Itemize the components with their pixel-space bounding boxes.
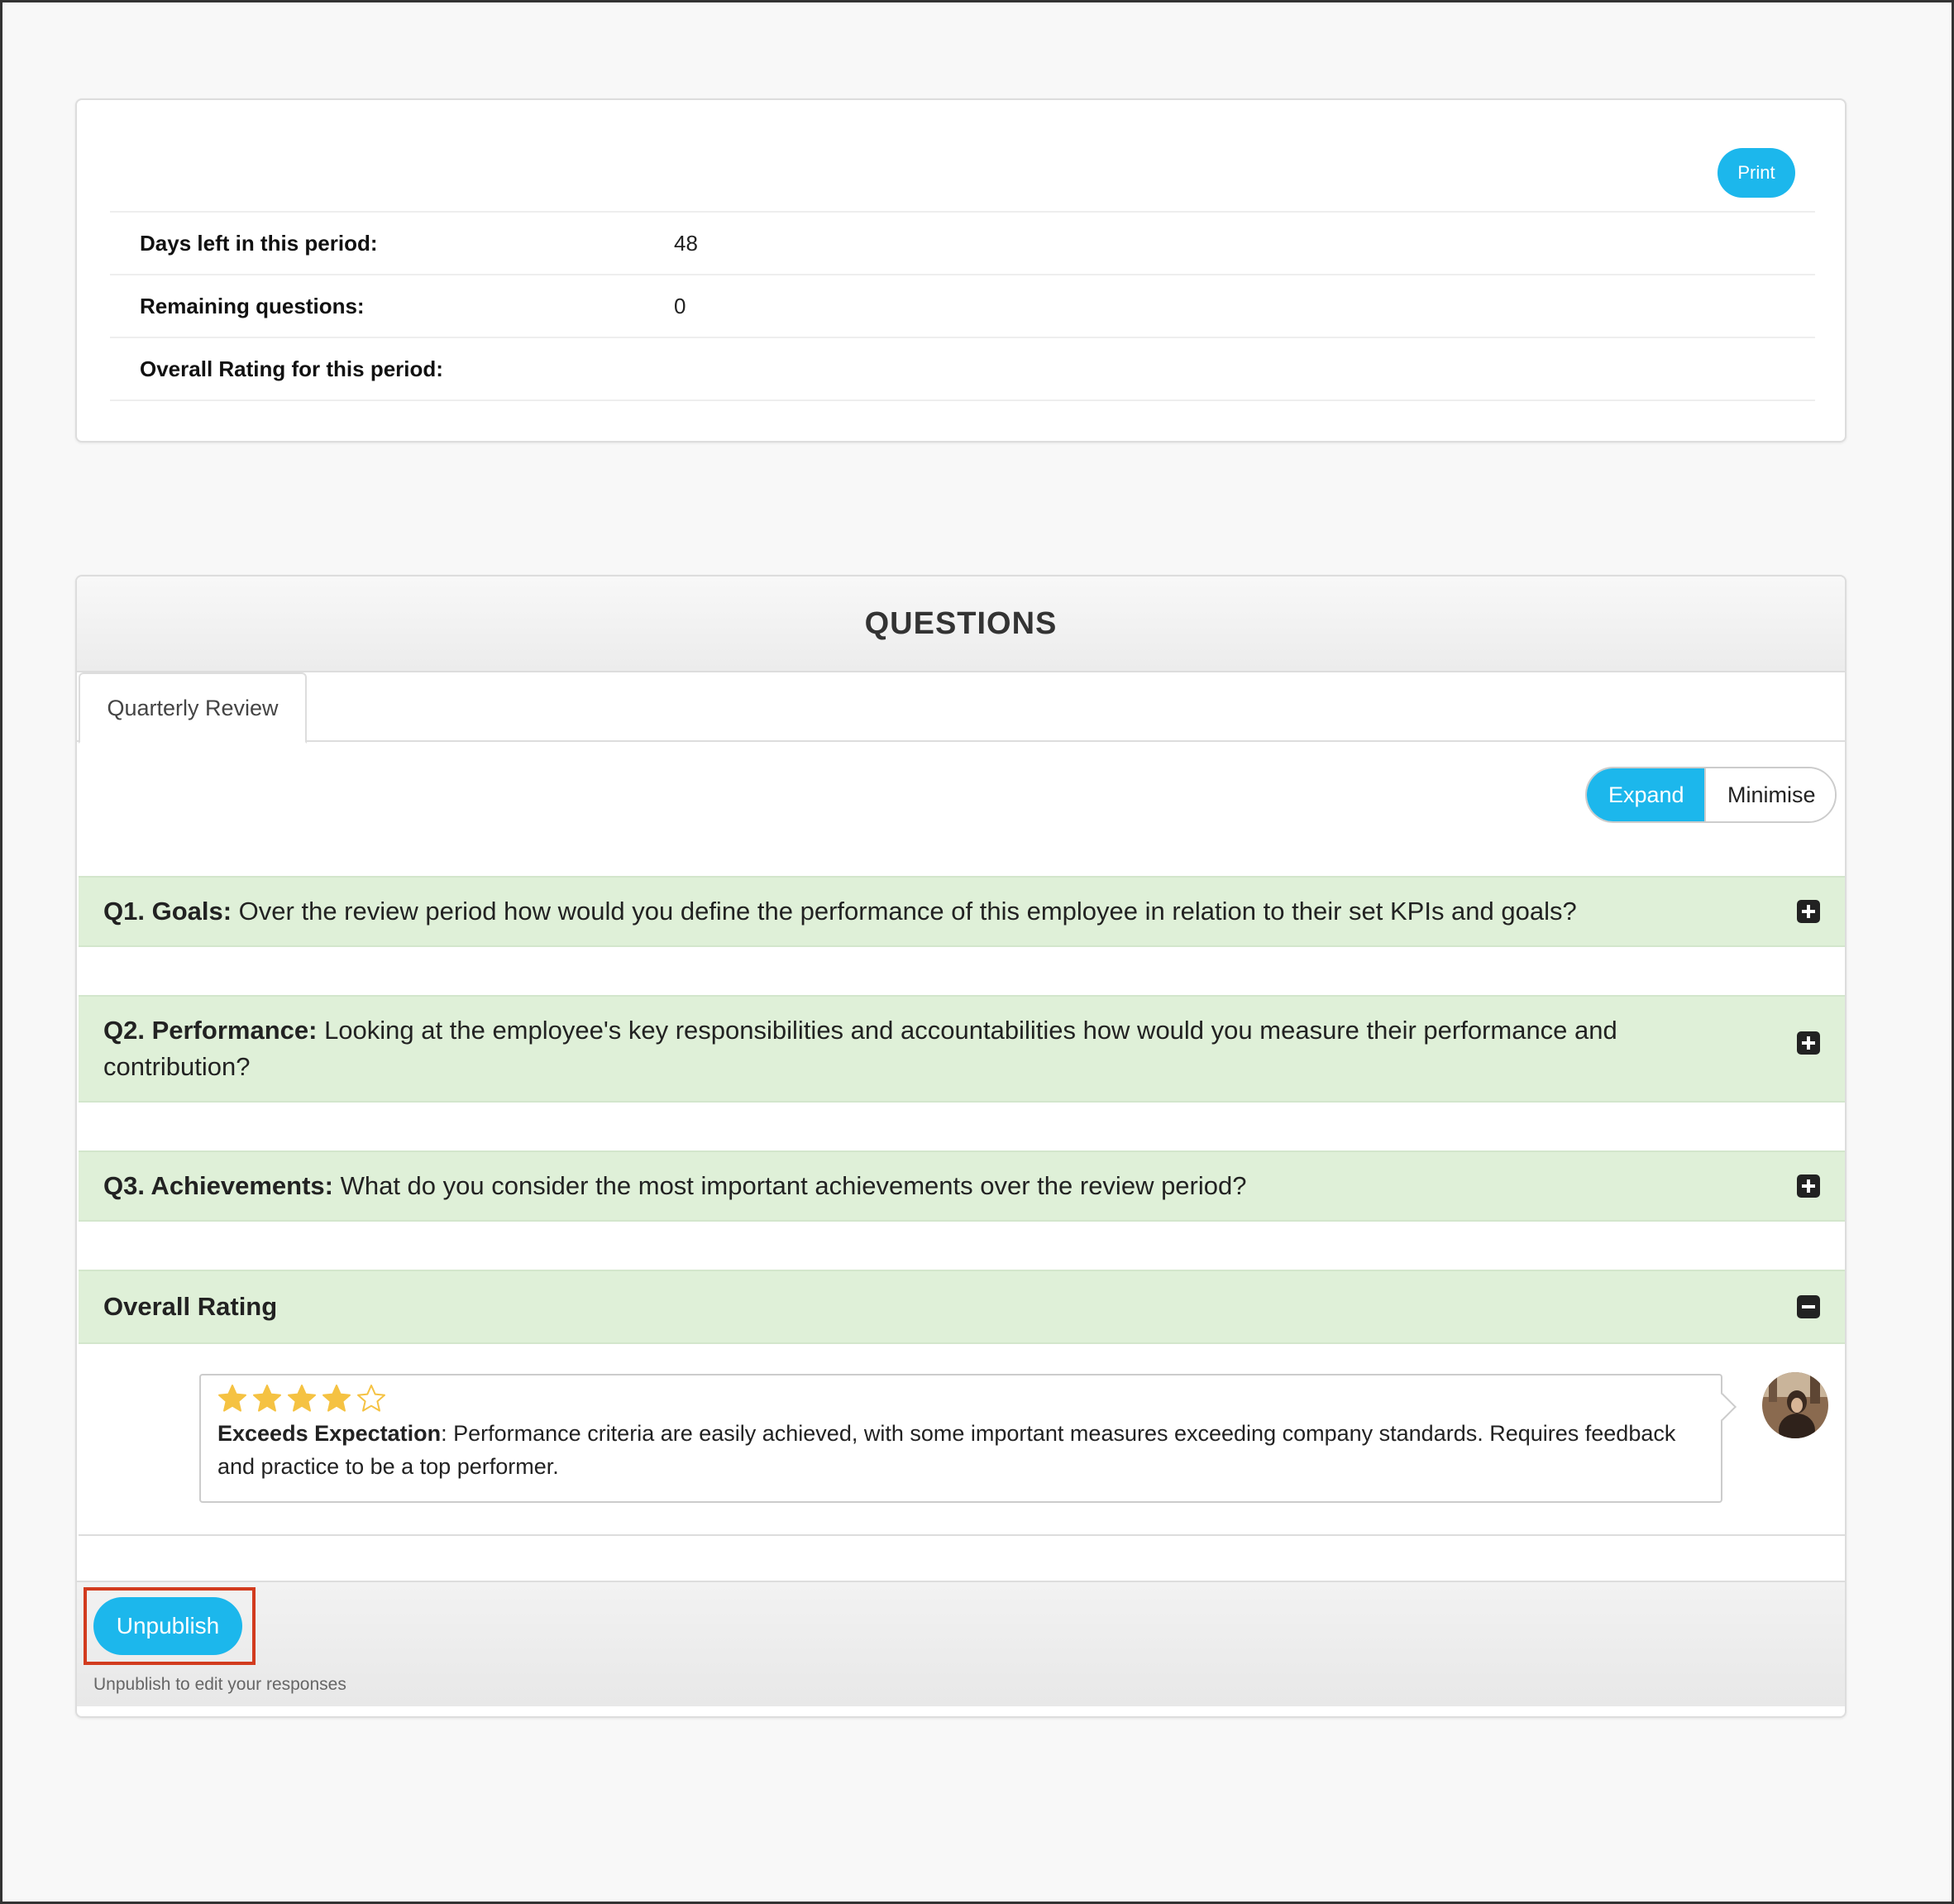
question-text xyxy=(103,1012,1762,1085)
unpublish-button[interactable]: Unpublish xyxy=(93,1597,242,1655)
questions-panel xyxy=(75,575,1847,1718)
plus-square-icon[interactable] xyxy=(1797,1031,1820,1055)
summary-table xyxy=(110,211,1815,401)
question-row-overall-rating[interactable] xyxy=(79,1270,1845,1344)
question-body: What do you consider the most important achievements over the review period? xyxy=(340,1171,1247,1200)
summary-value: 48 xyxy=(674,230,698,256)
plus-square-icon[interactable] xyxy=(1797,900,1820,923)
rating-label: Exceeds Expectation xyxy=(217,1421,442,1446)
star-filled-icon xyxy=(252,1384,282,1414)
tab-bar xyxy=(77,672,1845,742)
question-label: Overall Rating xyxy=(103,1292,278,1321)
expand-button[interactable]: Expand xyxy=(1587,768,1704,821)
questions-header xyxy=(77,576,1845,672)
print-button[interactable]: Print xyxy=(1718,148,1795,198)
question-text xyxy=(103,1168,1246,1204)
avatar-image xyxy=(1762,1372,1828,1438)
questions-title: QUESTIONS xyxy=(864,605,1058,641)
minus-square-icon[interactable] xyxy=(1797,1295,1820,1318)
star-filled-icon xyxy=(322,1384,351,1414)
overall-rating-body xyxy=(79,1344,1845,1536)
summary-label: Overall Rating for this period: xyxy=(140,356,443,381)
avatar xyxy=(1762,1372,1828,1438)
question-body: Looking at the employee's key responsibilities and accountabilities how would you measure their performance and contribution? xyxy=(103,1016,1617,1081)
summary-row-overall-rating xyxy=(110,338,1815,401)
minimise-button[interactable]: Minimise xyxy=(1704,768,1835,821)
summary-row-remaining-questions xyxy=(110,275,1815,338)
star-empty-icon xyxy=(356,1384,386,1414)
rating-text: : Performance criteria are easily achieved, with some important measures exceeding company standards. Requires feedback and practice to be a top performer. xyxy=(217,1421,1676,1479)
tab-quarterly-review[interactable]: Quarterly Review xyxy=(79,672,307,744)
summary-row-days-left xyxy=(110,213,1815,275)
question-label: Q2. Performance: xyxy=(103,1016,318,1045)
question-label: Q3. Achievements: xyxy=(103,1171,333,1200)
question-row-q3[interactable] xyxy=(79,1151,1845,1222)
question-row-q2[interactable] xyxy=(79,995,1845,1103)
question-label: Q1. Goals: xyxy=(103,897,232,926)
questions-footer xyxy=(77,1581,1845,1706)
question-row-q1[interactable] xyxy=(79,876,1845,947)
question-body: Over the review period how would you define the performance of this employee in relation to their set KPIs and goals? xyxy=(238,897,1577,926)
plus-square-icon[interactable] xyxy=(1797,1174,1820,1198)
summary-label: Days left in this period: xyxy=(140,230,378,256)
star-rating xyxy=(217,1382,1704,1415)
question-text xyxy=(103,893,1577,930)
summary-value: 0 xyxy=(674,293,686,318)
unpublish-hint: Unpublish to edit your responses xyxy=(93,1675,346,1694)
rating-comment xyxy=(217,1417,1704,1483)
summary-label: Remaining questions: xyxy=(140,293,365,318)
star-filled-icon xyxy=(287,1384,317,1414)
star-filled-icon xyxy=(217,1384,247,1414)
summary-panel xyxy=(75,98,1847,443)
rating-comment-box xyxy=(199,1374,1722,1503)
expand-minimise-toggle xyxy=(1585,767,1837,823)
